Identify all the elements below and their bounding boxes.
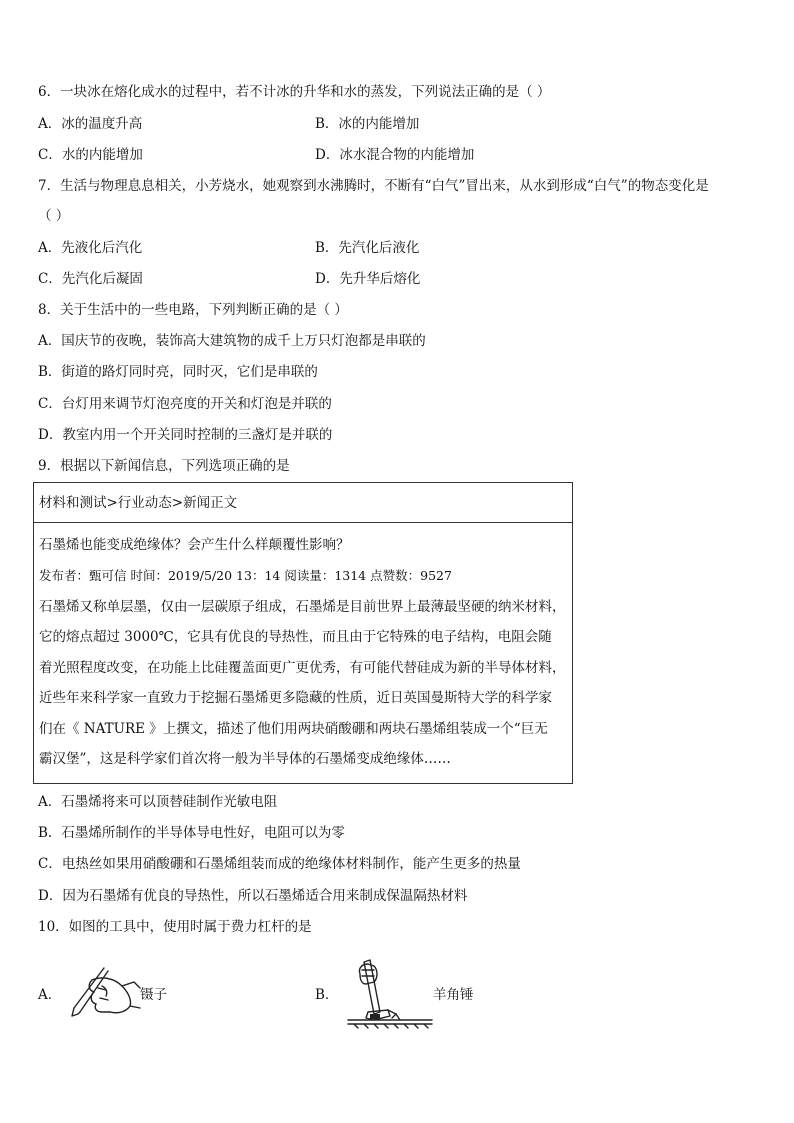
question-9-option-b: B．石墨烯所制作的半导体导电性好，电阻可以为零 [38, 825, 345, 841]
question-6-stem: 6．一块冰在熔化成水的过程中，若不计冰的升华和水的蒸发，下列说法正确的是（ ） [38, 84, 551, 100]
news-body-line: 它的熔点超过 3000℃，它具有优良的导热性，而且由于它特殊的电子结构，电阻会随 [39, 629, 552, 645]
question-7-option-a: A．先液化后汽化 [38, 240, 143, 256]
question-7-option-c: C．先汽化后凝固 [38, 271, 143, 287]
news-breadcrumb: 材料和测试>行业动态>新闻正文 [39, 495, 238, 511]
question-9-option-d: D．因为石墨烯有优良的导热性，所以石墨烯适合用来制成保温隔热材料 [38, 888, 468, 904]
question-8-option-c: C．台灯用来调节灯泡亮度的开关和灯泡是并联的 [38, 396, 332, 412]
question-9-stem: 9．根据以下新闻信息，下列选项正确的是 [38, 458, 290, 474]
question-8-option-b: B．街道的路灯同时亮，同时灭，它们是串联的 [38, 364, 318, 380]
question-7-option-d: D．先升华后熔化 [315, 271, 421, 287]
question-10-stem: 10．如图的工具中，使用时属于费力杠杆的是 [38, 919, 312, 935]
news-article-box [33, 482, 573, 784]
question-10-option-a-letter: A． [38, 987, 62, 1003]
news-body-line: 近些年来科学家一直致力于挖掘石墨烯更多隐藏的性质，近日英国曼斯特大学的科学家 [39, 690, 552, 706]
question-6-option-d: D．冰水混合物的内能增加 [315, 147, 475, 163]
question-8-option-d: D．教室内用一个开关同时控制的三盏灯是并联的 [38, 427, 333, 443]
news-body-line: 着光照程度改变，在功能上比硅覆盖面更广更优秀，有可能代替硅成为新的半导体材料， [39, 660, 566, 676]
question-8-stem: 8．关于生活中的一些电路，下列判断正确的是（ ） [38, 302, 348, 318]
news-body-line: 霸汉堡”，这是科学家们首次将一般为半导体的石墨烯变成绝缘体…… [39, 751, 451, 767]
question-10-option-b-label: 羊角锤 [433, 987, 474, 1003]
question-7-option-b: B．先汽化后液化 [315, 240, 420, 256]
news-divider [34, 522, 572, 523]
question-6-option-b: B．冰的内能增加 [315, 116, 420, 132]
claw-hammer-icon [344, 954, 434, 1032]
question-9-option-c: C．电热丝如果用硝酸硼和石墨烯组装而成的绝缘体材料制作，能产生更多的热量 [38, 856, 521, 872]
question-8-option-a: A．国庆节的夜晚，装饰高大建筑物的成千上万只灯泡都是串联的 [38, 333, 426, 349]
question-6-option-a: A．冰的温度升高 [38, 116, 143, 132]
question-6-option-c: C．水的内能增加 [38, 147, 143, 163]
question-9-option-a: A．石墨烯将来可以顶替硅制作光敏电阻 [38, 794, 278, 810]
tweezers-hand-icon [62, 962, 142, 1024]
news-meta: 发布者：甄可信 时间：2019/5/20 13：14 阅读量：1314 点赞数：9527 [39, 568, 452, 583]
question-7-stem: 7．生活与物理息息相关，小芳烧水，她观察到水沸腾时，不断有“白气”冒出来，从水到形成“白气”的物态变化是 [38, 178, 709, 194]
question-10-option-b-letter: B． [315, 987, 339, 1003]
question-10-option-a-label: 镊子 [140, 987, 167, 1003]
question-7-stem-cont: （ ） [38, 208, 70, 224]
news-headline: 石墨烯也能变成绝缘体？会产生什么样颠覆性影响？ [39, 537, 350, 553]
news-body-line: 们在《 NATURE 》上撰文，描述了他们用两块硝酸硼和两块石墨烯组装成一个“巨无 [39, 721, 548, 737]
news-body-line: 石墨烯又称单层墨，仅由一层碳原子组成，石墨烯是目前世界上最薄最坚硬的纳米材料， [39, 599, 566, 615]
